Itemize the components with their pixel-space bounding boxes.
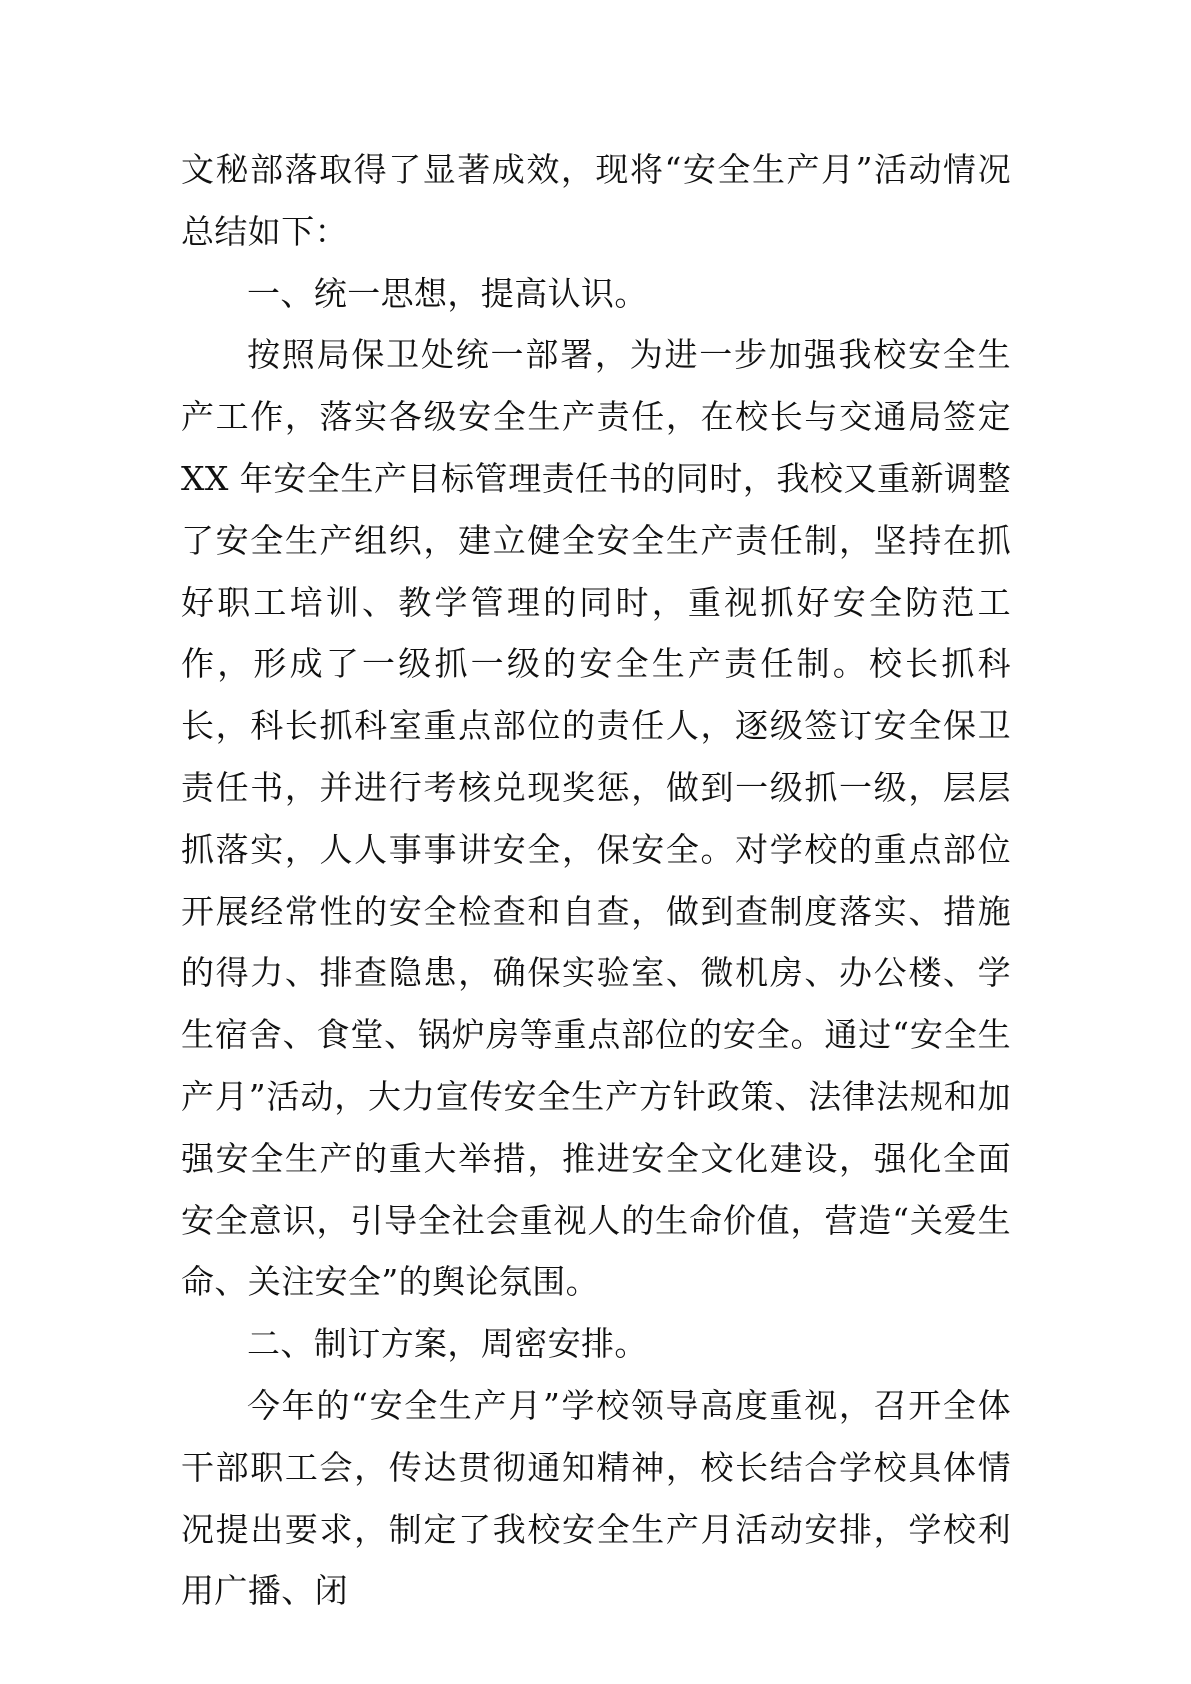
paragraph-section-1: 按照局保卫处统一部署，为进一步加强我校安全生产工作，落实各级安全生产责任，在校长与交通局签定 XX 年安全生产目标管理责任书的同时，我校又重新调整了安全生产组织，建立健全安全生产责任制，坚持在抓好职工培训、教学管理的同时，重视抓好安全防范工作，形成了一级抓一级的安全生产责任制。校长抓科长，科长抓科室重点部位的责任人，逐级签订安全保卫责任书，并进行考核兑现奖惩，做到一级抓一级，层层抓落实，人人事事讲安全，保安全。对学校的重点部位开展经常性的安全检查和自查，做到查制度落实、措施的得力、排查隐患，确保实验室、微机房、办公楼、学生宿舍、食堂、锅炉房等重点部位的安全。通过“安全生产月”活动，大力宣传安全生产方针政策、法律法规和加强安全生产的重大举措，推进安全文化建设，强化全面安全意识，引导全社会重视人的生命价值，营造“关爱生命、关注安全”的舆论氛围。	[181, 335, 1011, 1302]
paragraph-section-2: 今年的“安全生产月”学校领导高度重视，召开全体干部职工会，传达贯彻通知精神，校长结合学校具体情况提出要求，制定了我校安全生产月活动安排，学校利用广播、闭	[181, 1385, 1011, 1611]
section-heading-2: 二、制订方案，周密安排。	[247, 1324, 648, 1364]
document-body	[181, 139, 1011, 1622]
section-heading-1: 一、统一思想，提高认识。	[247, 273, 648, 313]
paragraph-intro-continuation: 文秘部落取得了显著成效，现将“安全生产月”活动情况总结如下：	[181, 150, 1011, 251]
